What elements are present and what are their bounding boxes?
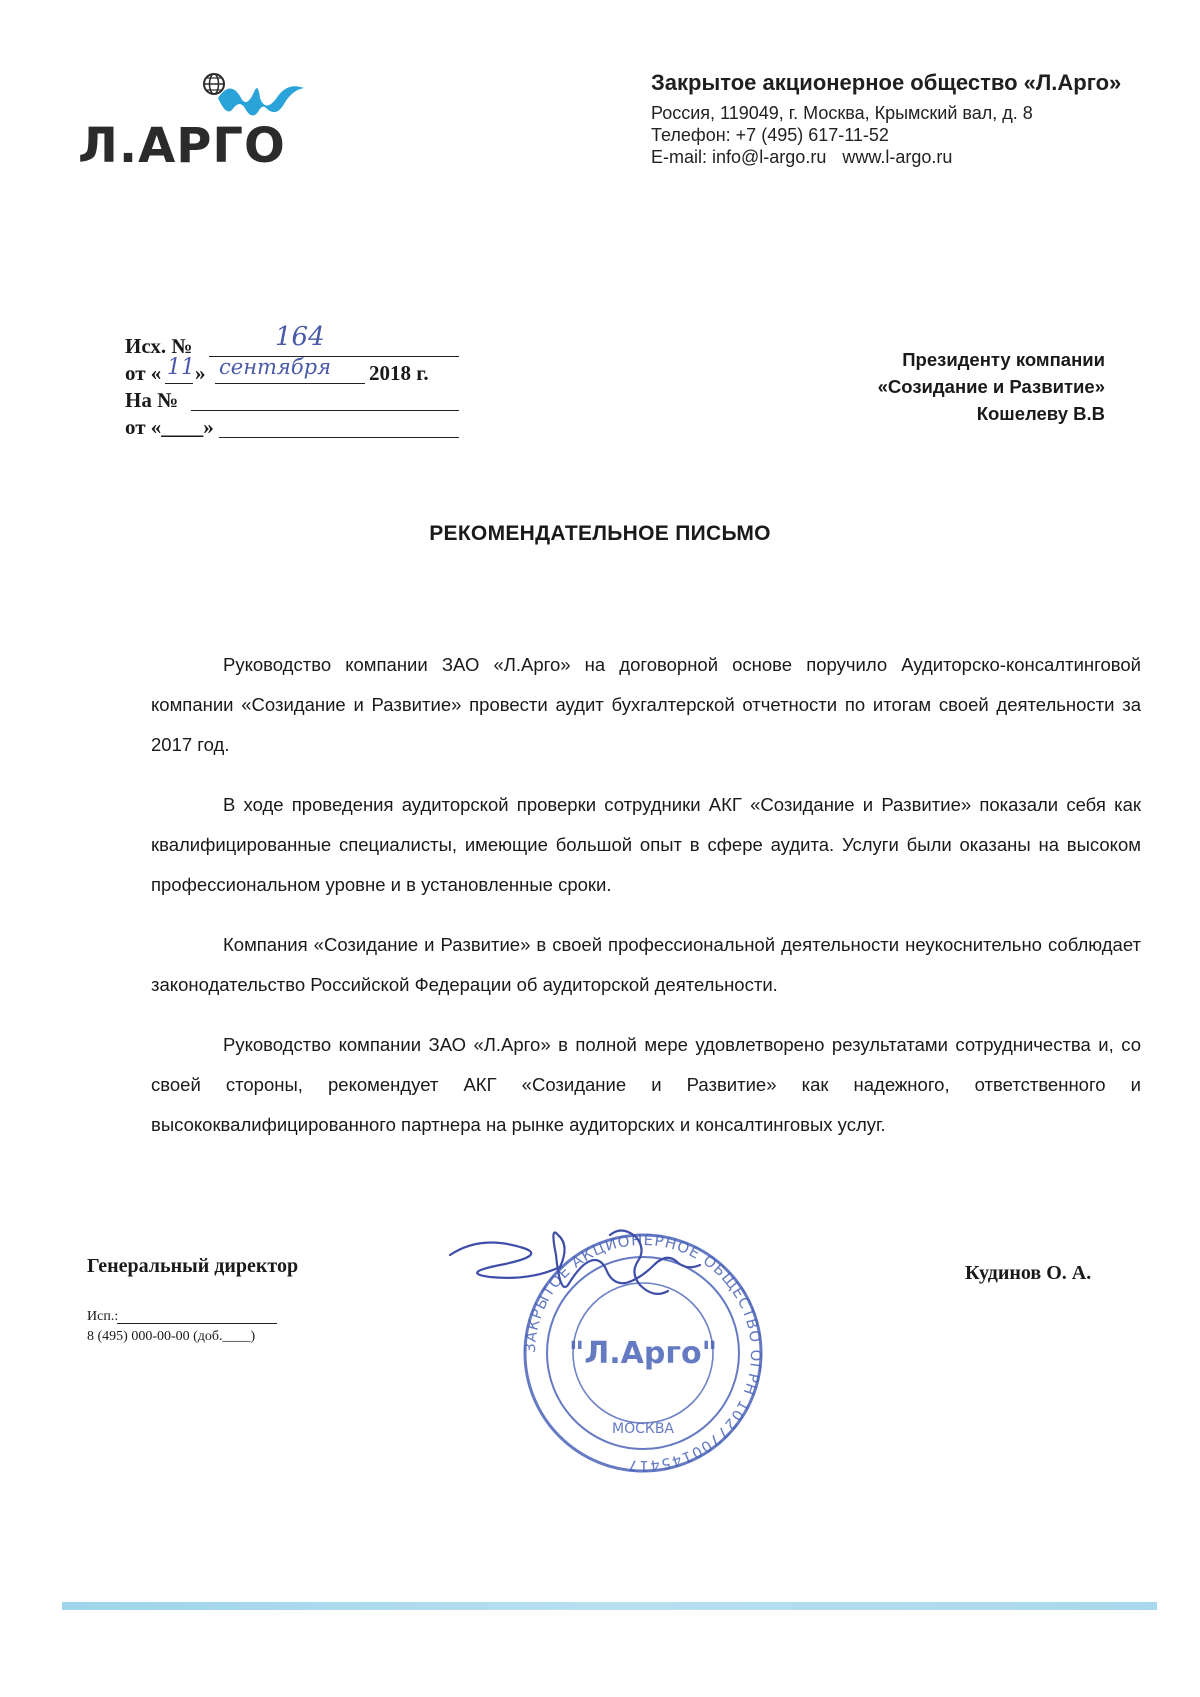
- paragraph-4: Руководство компании ЗАО «Л.Арго» в полной мере удовлетворено результатами сотрудничества и, со своей стороны, рекомендует АКГ «Созидание и Развитие» как надежного, ответственного и высококвалифицированного партнера на рынке аудиторских и консалтинговых услуг.: [151, 1034, 1141, 1135]
- date-month-handwritten: сентября: [219, 355, 332, 379]
- company-header: [651, 70, 1171, 168]
- incoming-number-line: [191, 388, 459, 411]
- signature-position: Генеральный директор: [87, 1255, 299, 1277]
- date-day-handwritten: 11: [167, 355, 195, 380]
- document-title: РЕКОМЕНДАТЕЛЬНОЕ ПИСЬМО: [429, 522, 771, 545]
- signature-name: Кудинов О. А.: [965, 1262, 1092, 1284]
- paragraph-1: Руководство компании ЗАО «Л.Арго» на договорной основе поручило Аудиторско-консалтинговой компании «Созидание и Развитие» провести аудит бухгалтерской отчетности по итогам своей деятельности за 2017 год.: [151, 654, 1141, 755]
- incoming-number-row: [125, 388, 465, 415]
- incoming-date-row: [125, 415, 465, 442]
- company-name: Закрытое акционерное общество «Л.Арго»: [651, 70, 1122, 95]
- incoming-number-label: На №: [125, 388, 179, 412]
- company-website: www.l-argo.ru: [842, 147, 953, 167]
- date-year: 2018 г.: [369, 361, 429, 385]
- company-contacts: [651, 146, 1171, 168]
- paragraph-2: В ходе проведения аудиторской проверки сотрудники АКГ «Созидание и Развитие» показали себя как квалифицированные специалисты, имеющие большой опыт в сфере аудита. Услуги были оказаны на высоком профессиональном уровне и в установленные сроки.: [151, 794, 1141, 895]
- executor-line: [117, 1307, 277, 1324]
- outgoing-number-label: Исх. №: [125, 334, 193, 358]
- company-email: E-mail: info@l-argo.ru: [651, 147, 827, 167]
- footer-stripe: [62, 1602, 1157, 1610]
- outgoing-date-row: [125, 355, 465, 388]
- letter-body: [151, 645, 1141, 1165]
- paragraph-3: Компания «Созидание и Развитие» в своей профессиональной деятельности неукоснительно соблюдает законодательство Российской Федерации об аудиторской деятельности.: [151, 934, 1141, 995]
- outgoing-number-handwritten: 164: [275, 322, 325, 352]
- company-address: Россия, 119049, г. Москва, Крымский вал, д. 8: [651, 103, 1033, 123]
- globe-wave-icon: [196, 70, 326, 122]
- stamp-city: МОСКВА: [612, 1421, 674, 1437]
- company-logo: [78, 70, 318, 180]
- date-day-close: »: [195, 361, 206, 385]
- company-phone: Телефон: +7 (495) 617-11-52: [651, 125, 889, 145]
- executor-block: [87, 1307, 297, 1347]
- outgoing-date-prefix: от «: [125, 361, 162, 385]
- recipient-line-1: Президенту компании: [902, 349, 1105, 370]
- incoming-date-label: от «____»: [125, 415, 214, 439]
- stamp-ring-text: ЗАКРЫТОЕ АКЦИОНЕРНОЕ ОБЩЕСТВО ОГРН 1027700145417: [520, 1230, 766, 1476]
- outgoing-number-line: [209, 334, 459, 357]
- company-stamp: [440, 1225, 800, 1485]
- executor-phone: 8 (495) 000-00-00 (доб.____): [87, 1329, 256, 1344]
- stamp-center-text: "Л.Арго": [568, 1336, 718, 1371]
- recipient-block: [878, 346, 1105, 427]
- logo-text: Л.АРГО: [78, 118, 286, 174]
- executor-label: Исп.:: [87, 1309, 119, 1324]
- recipient-line-3: Кошелеву В.В: [976, 403, 1105, 424]
- incoming-date-line: [219, 415, 459, 438]
- reference-block: [125, 322, 465, 442]
- recipient-line-2: «Созидание и Развитие»: [877, 376, 1105, 397]
